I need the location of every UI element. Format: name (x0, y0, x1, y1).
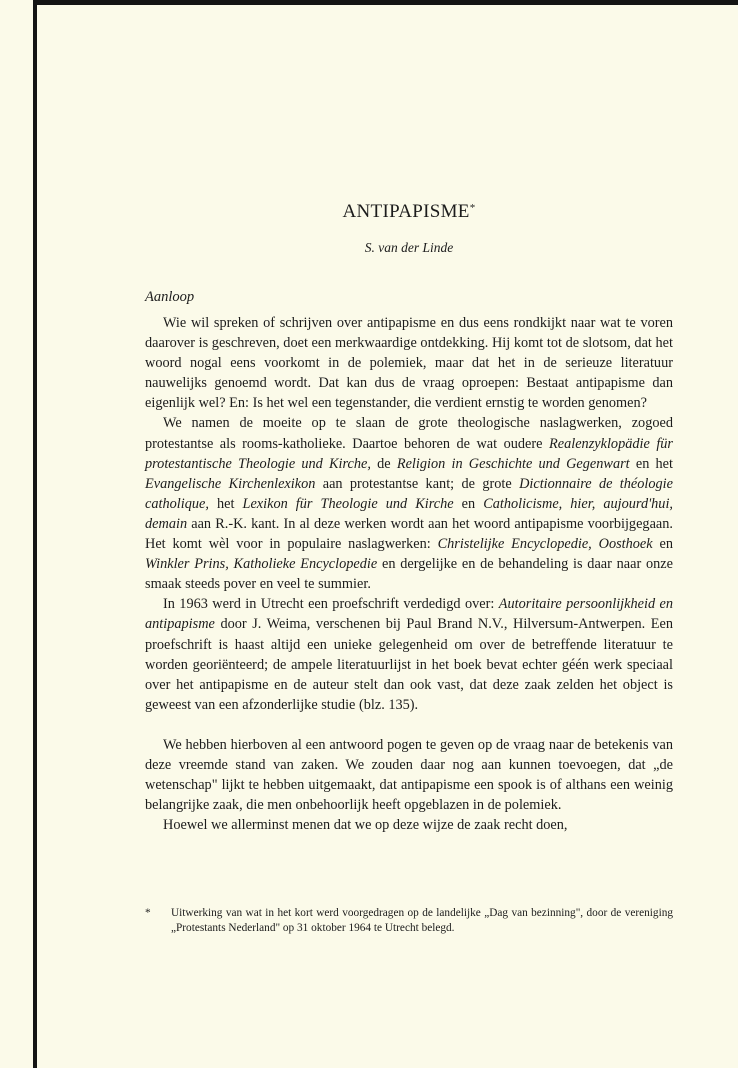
italic-title-reference: Christelijke Encyclopedie, Oosthoek (437, 536, 653, 553)
paragraph-text: In 1963 werd in Utrecht een proefschrift verdedigd over: (163, 596, 499, 613)
article-body (145, 313, 673, 835)
paragraph-text: en dergelijke en de behandeling is daar naar onze smaak steeds pover en veel te summier. (145, 556, 674, 593)
paragraph-text: en (453, 495, 484, 512)
italic-title-reference: Religion in Geschichte und Gegenwart (396, 455, 630, 472)
italic-title-reference: Realenzyklopädie für protestantische Theologie und Kirche, (145, 435, 674, 472)
title-text: ANTIPAPISME (342, 201, 470, 222)
paragraph-text: aan R.-K. kant. In al deze werken wordt aan het woord antipapisme voorbijgegaan. Het komt wèl voor in populaire naslagwerken: (145, 515, 673, 553)
italic-title-reference: Winkler Prins, Katholieke Encyclopedie (145, 556, 378, 573)
article-title (145, 201, 673, 223)
paragraph-text: en (652, 536, 673, 553)
paragraph-text: aan protestantse kant; de grote (315, 475, 520, 492)
section-heading: Aanloop (145, 289, 195, 305)
paragraph-text: Hoewel we allerminst menen dat we op deze wijze de zaak recht doen, (163, 817, 568, 834)
paragraph-text: de (370, 455, 397, 472)
scan-top-edge (33, 0, 738, 5)
paragraph-text: door J. Weima, verschenen bij Paul Brand N.V., Hilversum-Antwerpen. Een proefschrift is haast altijd een unieke gelegenheid om over de betreffende literatuur te worden georiënteerd; de ampele literatuurlijst in het boek bevat echter géén werk speciaal over het antipapisme en de auteur stelt dan ook vast, dat deze zaak zelden het object is geweest van een afzonderlijke studie (blz. 135). (145, 616, 673, 713)
footnote-text: Uitwerking van wat in het kort werd voorgedragen op de landelijke „Dag van bezinning", door de vereniging „Protestants Nederland" op 31 oktober 1964 te Utrecht belegd. (171, 907, 673, 934)
italic-title-reference: Lexikon für Theologie und Kirche (242, 495, 454, 512)
paragraph-text: We namen de moeite op te slaan de grote theologische naslagwerken, zogoed protestantse als rooms-katholieke. Daartoe behoren de wat oudere (145, 415, 673, 452)
paragraph-text: het (208, 495, 243, 512)
article-author: S. van der Linde (364, 240, 454, 255)
paragraph-text: en het (629, 455, 673, 472)
paragraph-text: Wie wil spreken of schrijven over antipapisme en dus eens rondkijkt naar wat te voren daarover is geschreven, doet een merkwaardige ontdekking. Hij komt tot de slotsom, dat het woord nogal eens voorkomt in de polemiek, maar dat het in de serieuze literatuur nauwelijks genoemd wordt. Dat kan dus de vraag oproepen: Bestaat antipapisme dan eigenlijk wel? En: Is het wel een tegenstander, die verdient ernstig te worden genomen? (145, 315, 673, 412)
title-footnote-marker: * (469, 202, 476, 214)
footnote (145, 906, 673, 936)
body-paragraph (145, 815, 673, 835)
italic-title-reference: Evangelische Kirchenlexikon (145, 475, 316, 492)
italic-title-reference: Catholicisme, hier, aujourd'hui, demain (145, 495, 673, 532)
scan-left-edge (33, 0, 37, 1068)
footnote-marker: * (145, 907, 151, 919)
italic-title-reference: Dictionnaire de théologie catholique, (145, 475, 673, 512)
paragraph-text: We hebben hierboven al een antwoord pogen te geven op de vraag naar de betekenis van deze vreemde stand van zaken. We zouden daar nog aan kunnen toevoegen, dat „de wetenschap" lijkt te hebben uitgemaakt, dat antipapisme een spook is of althans een weinig belangrijke zaak, die men onbehoorlijk heeft opgeblazen in de polemiek. (145, 736, 673, 814)
body-paragraph (145, 594, 673, 715)
italic-title-reference: Autoritaire persoonlijkheid en antipapisme (145, 596, 673, 633)
body-paragraph (145, 313, 673, 413)
body-paragraph (145, 735, 673, 815)
body-paragraph (145, 413, 673, 594)
